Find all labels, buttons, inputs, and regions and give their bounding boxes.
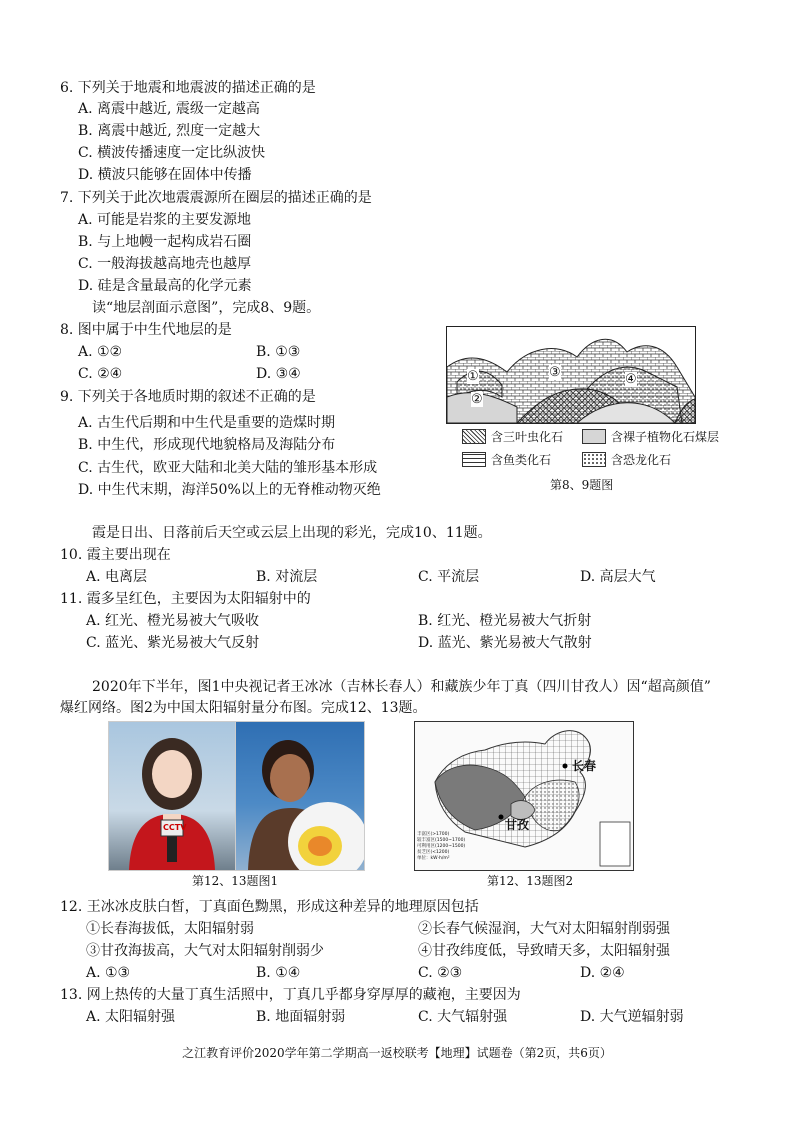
map-legend-item: 丰富区(>1700) [417, 832, 450, 837]
strata-label-2: ② [471, 392, 483, 407]
legend-label: 含恐龙化石 [611, 453, 672, 467]
strata-label-1: ① [467, 369, 479, 384]
q13-option-b: B. 地面辐射弱 [256, 1009, 346, 1025]
q12-item-3: ③甘孜海拔高，大气对太阳辐射削弱少 [86, 943, 324, 959]
map-legend-item: 贫乏区(<1200) [417, 850, 450, 855]
q13-option-c: C. 大气辐射强 [418, 1009, 508, 1025]
photo-reporter [108, 721, 236, 871]
legend-dinosaur [582, 451, 671, 468]
map-legend [417, 832, 465, 862]
q7-option-d: D. 硅是含量最高的化学元素 [78, 278, 252, 294]
reporter-illustration [109, 722, 235, 870]
q7-stem: 7. 下列关于此次地震震源所在圈层的描述正确的是 [60, 190, 372, 206]
q6-stem: 6. 下列关于地震和地震波的描述正确的是 [60, 80, 316, 96]
q6-option-d: D. 横波只能够在固体中传播 [78, 167, 252, 183]
legend-trilobite [462, 428, 563, 445]
q9-stem: 9. 下列关于各地质时期的叙述不正确的是 [60, 389, 316, 405]
q7-option-b: B. 与上地幔一起构成岩石圈 [78, 234, 252, 250]
legend-gymnosperm [582, 428, 719, 445]
q12-option-a: A. ①③ [86, 965, 131, 981]
q12-option-d: D. ②④ [580, 965, 625, 981]
strata-drawing [447, 327, 695, 423]
q10-option-d: D. 高层大气 [580, 569, 656, 585]
legend-label: 含三叶虫化石 [491, 430, 564, 444]
q10-option-c: C. 平流层 [418, 569, 480, 585]
q11-option-d: D. 蓝光、紫光易被大气散射 [418, 635, 592, 651]
map-legend-item: 可利用区(1200~1500) [417, 844, 466, 849]
q12-item-1: ①长春海拔低，太阳辐射弱 [86, 921, 254, 937]
q13-option-a: A. 太阳辐射强 [86, 1009, 176, 1025]
q9-option-d: D. 中生代末期，海洋50%以上的无脊椎动物灭绝 [78, 482, 381, 498]
photo-boy [235, 721, 365, 871]
q9-option-b: B. 中生代，形成现代地貌格局及海陆分布 [78, 437, 336, 453]
legend-label: 含裸子植物化石煤层 [611, 430, 720, 444]
strata-label-4: ④ [625, 372, 637, 387]
q9-option-a: A. 古生代后期和中生代是重要的造煤时期 [78, 415, 336, 431]
legend-swatch-brick [462, 452, 486, 467]
q11-option-b: B. 红光、橙光易被大气折射 [418, 613, 592, 629]
q13-option-d: D. 大气逆辐射弱 [580, 1009, 684, 1025]
map-legend-item: 较丰富区(1500~1700) [417, 838, 466, 843]
legend-swatch-gray [582, 429, 606, 444]
intro-10-11: 霞是日出、日落前后天空或云层上出现的彩光，完成10、11题。 [92, 525, 492, 541]
q6-option-a: A. 离震中越近, 震级一定越高 [78, 101, 260, 117]
map-city-ganzi: 甘孜 [505, 818, 530, 832]
cctv-logo: CCTV [163, 823, 187, 832]
legend-label: 含鱼类化石 [491, 453, 552, 467]
q10-option-b: B. 对流层 [256, 569, 318, 585]
q7-option-a: A. 可能是岩浆的主要发源地 [78, 212, 252, 228]
q9-option-c: C. 古生代，欧亚大陆和北美大陆的雏形基本形成 [78, 460, 378, 476]
page-footer: 之江教育评价2020学年第二学期高一返校联考【地理】试题卷（第2页，共6页） [182, 1046, 612, 1060]
strata-cross-section [446, 326, 696, 424]
q11-option-c: C. 蓝光、紫光易被大气反射 [86, 635, 260, 651]
map-unit: 单位：kW·h/m² [417, 856, 450, 861]
strata-label-3: ③ [549, 365, 561, 380]
boy-illustration [236, 722, 364, 870]
legend-swatch-cross [462, 429, 486, 444]
intro-12-13-line1: 2020年下半年，图1中央视记者王冰冰（吉林长春人）和藏族少年丁真（四川甘孜人）因“超高颜值” [92, 679, 711, 695]
legend-fish [462, 451, 551, 468]
q7-option-c: C. 一般海拔越高地壳也越厚 [78, 256, 252, 272]
q10-stem: 10. 霞主要出现在 [60, 547, 171, 563]
q12-item-2: ②长春气候湿润，大气对太阳辐射削弱强 [418, 921, 670, 937]
legend-swatch-dots [582, 452, 606, 467]
q12-option-c: C. ②③ [418, 965, 463, 981]
q12-option-b: B. ①④ [256, 965, 301, 981]
q12-stem: 12. 王冰冰皮肤白皙，丁真面色黝黑，形成这种差异的地理原因包括 [60, 899, 479, 915]
q6-option-c: C. 横波传播速度一定比纵波快 [78, 145, 266, 161]
q10-option-a: A. 电离层 [86, 569, 148, 585]
q11-stem: 11. 霞多呈红色，主要因为太阳辐射中的 [60, 591, 311, 607]
q13-stem: 13. 网上热传的大量丁真生活照中，丁真几乎都身穿厚厚的藏袍，主要因为 [60, 987, 521, 1003]
intro-8-9: 读“地层剖面示意图”，完成8、9题。 [92, 300, 321, 316]
figure-12-13-caption1: 第12、13题图1 [192, 874, 279, 888]
q12-item-4: ④甘孜纬度低，导致晴天多，太阳辐射强 [418, 943, 670, 959]
intro-12-13-line2: 爆红网络。图2为中国太阳辐射量分布图。完成12、13题。 [60, 700, 427, 716]
q8-option-c: C. ②④ [78, 366, 123, 382]
q8-option-d: D. ③④ [256, 366, 301, 382]
figure-8-9-caption: 第8、9题图 [550, 478, 614, 492]
china-solar-radiation-map [414, 721, 634, 871]
q8-stem: 8. 图中属于中生代地层的是 [60, 322, 232, 338]
q6-option-b: B. 离震中越近, 烈度一定越大 [78, 123, 261, 139]
q8-option-a: A. ①② [78, 344, 123, 360]
q11-option-a: A. 红光、橙光易被大气吸收 [86, 613, 260, 629]
map-city-changchun: 长春 [572, 759, 597, 773]
figure-12-13-caption2: 第12、13题图2 [487, 874, 574, 888]
q8-option-b: B. ①③ [256, 344, 301, 360]
